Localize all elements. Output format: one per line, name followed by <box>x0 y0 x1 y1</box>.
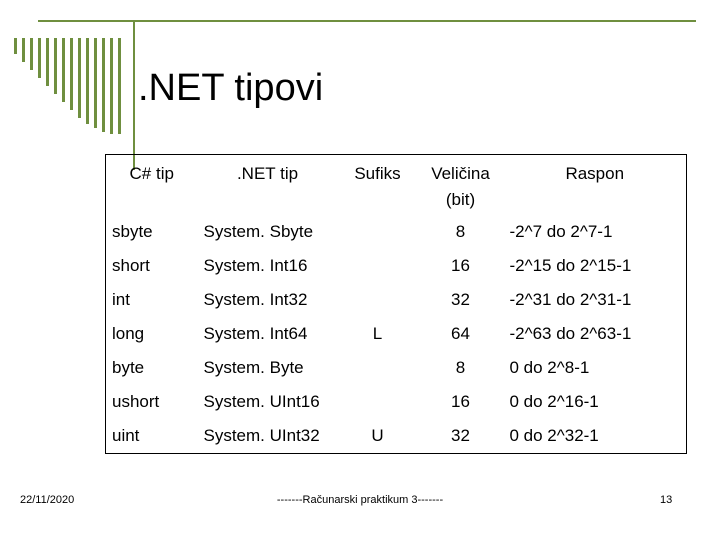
cell-csharp-type: long <box>112 323 145 343</box>
header-suffix: Sufiks <box>354 164 401 183</box>
cell-size: 16 <box>451 392 470 412</box>
top-rule <box>38 20 696 22</box>
cell-range: 0 do 2^8-1 <box>509 358 590 378</box>
cell-suffix <box>338 249 418 283</box>
header-csharp-type: C# tip <box>129 164 174 183</box>
cell-range: 0 do 2^32-1 <box>509 426 599 446</box>
cell-csharp-type: byte <box>112 358 145 378</box>
cell-csharp-type: sbyte <box>112 221 153 241</box>
cell-csharp-type: int <box>112 289 130 309</box>
vertical-rule <box>133 22 135 170</box>
table-row <box>106 249 687 283</box>
cell-size: 16 <box>451 255 470 275</box>
cell-net-type: System. Int16 <box>203 255 308 275</box>
cell-size: 32 <box>451 289 470 309</box>
cell-net-type: System. Sbyte <box>203 221 314 241</box>
table-row <box>106 419 687 453</box>
decorative-bars <box>14 38 124 134</box>
table-header-row <box>106 155 687 215</box>
cell-size: 64 <box>451 323 470 343</box>
table-row <box>106 351 687 385</box>
cell-suffix <box>338 215 418 249</box>
cell-net-type: System. UInt32 <box>203 426 320 446</box>
cell-range: -2^31 do 2^31-1 <box>509 289 632 309</box>
cell-range: 0 do 2^16-1 <box>509 392 599 412</box>
cell-suffix <box>338 351 418 385</box>
cell-net-type: System. Int64 <box>203 323 308 343</box>
table-row <box>106 215 687 249</box>
cell-suffix: L <box>372 323 383 343</box>
cell-net-type: System. Int32 <box>203 289 308 309</box>
table-row <box>106 317 687 351</box>
cell-range: -2^15 do 2^15-1 <box>509 255 632 275</box>
cell-size: 8 <box>455 358 466 378</box>
slide-title: .NET tipovi <box>138 67 324 109</box>
types-table <box>105 154 687 454</box>
cell-suffix <box>338 385 418 419</box>
cell-net-type: System. UInt16 <box>203 392 320 412</box>
page-number: 13 <box>660 494 673 506</box>
header-net-type: .NET tip <box>236 164 299 183</box>
cell-csharp-type: uint <box>112 426 140 446</box>
cell-range: -2^7 do 2^7-1 <box>509 221 613 241</box>
cell-range: -2^63 do 2^63-1 <box>509 323 632 343</box>
cell-suffix: U <box>371 426 384 446</box>
header-range: Raspon <box>565 164 625 183</box>
cell-size: 32 <box>451 426 470 446</box>
cell-csharp-type: ushort <box>112 392 160 412</box>
table-row <box>106 283 687 317</box>
footer-date: 22/11/2020 <box>20 494 75 506</box>
cell-csharp-type: short <box>112 255 150 275</box>
cell-size: 8 <box>455 221 466 241</box>
header-size: Veličina (bit) <box>431 164 490 209</box>
table-row <box>106 385 687 419</box>
cell-suffix <box>338 283 418 317</box>
footer-center: -------Računarski praktikum 3------- <box>276 494 444 506</box>
cell-net-type: System. Byte <box>203 358 304 378</box>
